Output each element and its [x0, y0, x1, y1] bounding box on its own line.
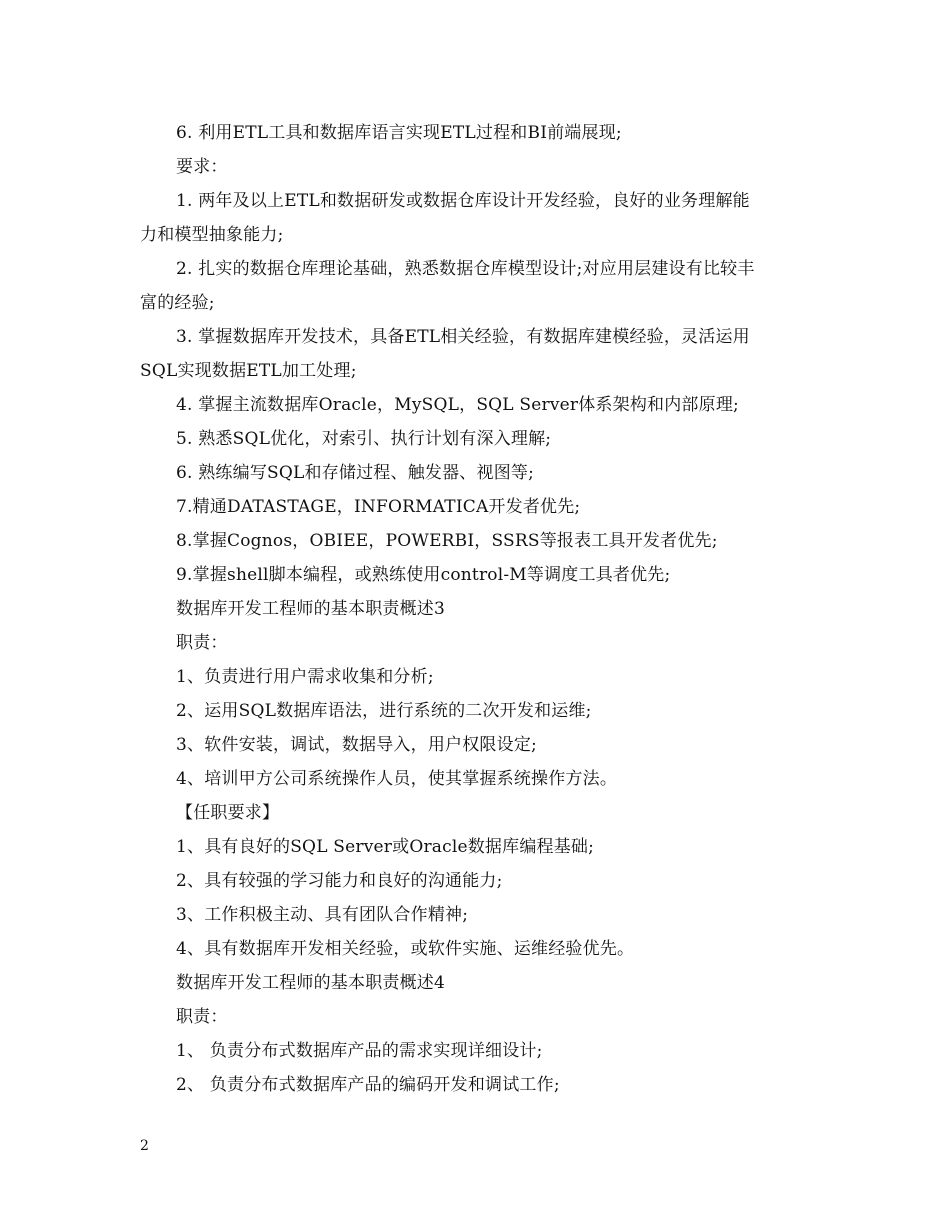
page-number: 2	[140, 1138, 149, 1154]
text-line: 【任职要求】	[176, 803, 280, 823]
text-line: 力和模型抽象能力;	[140, 225, 284, 245]
text-line: 9.掌握shell脚本编程，或熟练使用control-M等调度工具者优先;	[176, 565, 671, 585]
text-line: 1、负责进行用户需求收集和分析;	[176, 667, 434, 687]
text-line: 3. 掌握数据库开发技术，具备ETL相关经验，有数据库建模经验，灵活运用	[176, 327, 750, 347]
text-line: 5. 熟悉SQL优化，对索引、执行计划有深入理解;	[176, 429, 552, 449]
section-heading: 数据库开发工程师的基本职责概述3	[176, 599, 446, 619]
text-line: 1、具有良好的SQL Server或Oracle数据库编程基础;	[176, 837, 595, 857]
text-line: 要求：	[176, 157, 228, 177]
section-heading: 数据库开发工程师的基本职责概述4	[176, 973, 446, 993]
text-line: 8.掌握Cognos，OBIEE，POWERBI，SSRS等报表工具开发者优先;	[176, 531, 718, 551]
text-line: 7.精通DATASTAGE，INFORMATICA开发者优先;	[176, 497, 581, 517]
text-line: 3、软件安装，调试，数据导入，用户权限设定;	[176, 735, 537, 755]
text-line: 富的经验;	[140, 293, 215, 313]
text-line: 1. 两年及以上ETL和数据研发或数据仓库设计开发经验，良好的业务理解能	[176, 191, 750, 211]
text-line: 职责：	[176, 1007, 228, 1027]
text-line: 2、具有较强的学习能力和良好的沟通能力;	[176, 871, 503, 891]
text-line: 4、培训甲方公司系统操作人员，使其掌握系统操作方法。	[176, 769, 618, 789]
text-line: 3、工作积极主动、具有团队合作精神;	[176, 905, 469, 925]
text-line: 职责：	[176, 633, 228, 653]
document-body	[140, 116, 812, 1102]
text-line: 2、运用SQL数据库语法，进行系统的二次开发和运维;	[176, 701, 592, 721]
text-line: SQL实现数据ETL加工处理;	[140, 361, 357, 381]
text-line: 2、 负责分布式数据库产品的编码开发和调试工作;	[176, 1075, 560, 1095]
text-line: 4、具有数据库开发相关经验，或软件实施、运维经验优先。	[176, 939, 635, 959]
text-line: 6. 利用ETL工具和数据库语言实现ETL过程和BI前端展现;	[176, 123, 622, 143]
text-line: 2. 扎实的数据仓库理论基础，熟悉数据仓库模型设计;对应用层建设有比较丰	[176, 259, 755, 279]
text-line: 6. 熟练编写SQL和存储过程、触发器、视图等;	[176, 463, 535, 483]
text-line: 4. 掌握主流数据库Oracle，MySQL，SQL Server体系架构和内部原理;	[176, 395, 739, 415]
text-line: 1、 负责分布式数据库产品的需求实现详细设计;	[176, 1041, 543, 1061]
